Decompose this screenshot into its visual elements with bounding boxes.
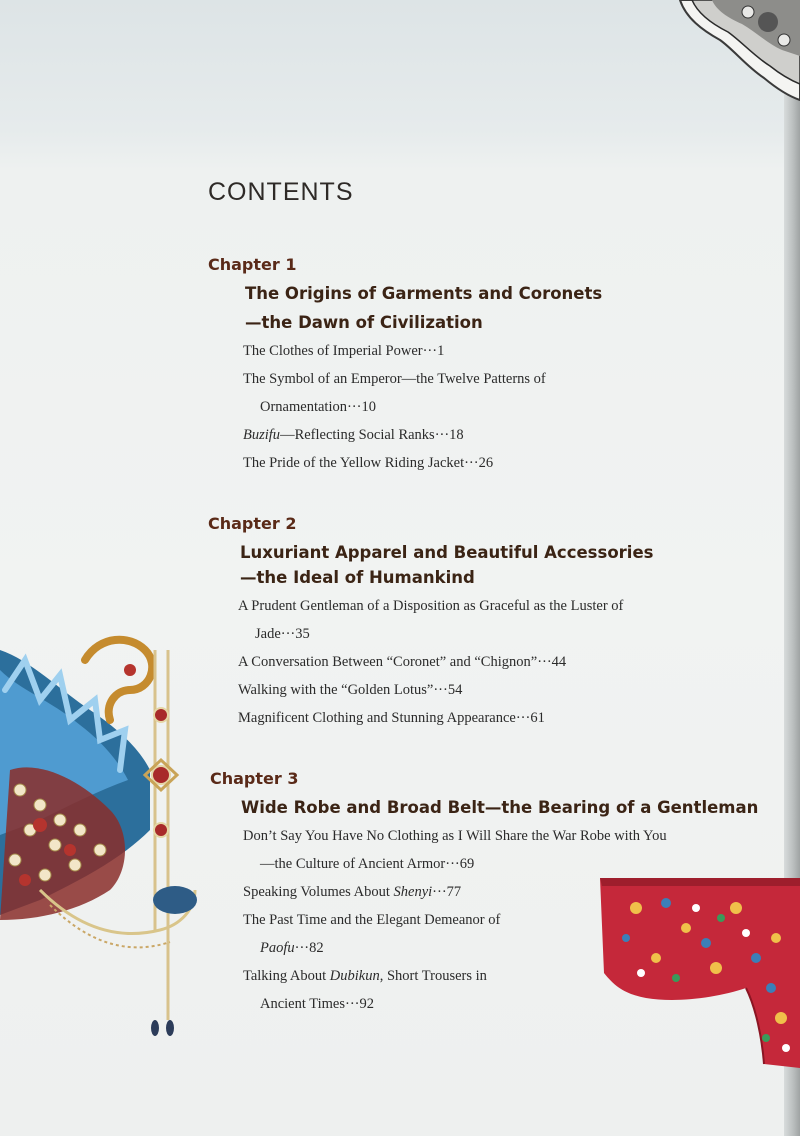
- phoenix-crown-illustration: [0, 630, 205, 1045]
- toc-entry[interactable]: A Prudent Gentleman of a Disposition as Graceful as the Luster of: [238, 598, 624, 614]
- chapter-2-title-line1[interactable]: Luxuriant Apparel and Beautiful Accessories: [240, 543, 654, 562]
- term-italic: Paofu: [260, 940, 295, 956]
- contents-heading: CONTENTS: [208, 178, 354, 206]
- chapter-2-label[interactable]: Chapter 2: [208, 514, 297, 533]
- toc-entry-text: , Short Trousers in: [379, 968, 487, 984]
- toc-entry[interactable]: Walking with the “Golden Lotus”···54: [238, 682, 463, 698]
- toc-entry[interactable]: The Pride of the Yellow Riding Jacket···26: [243, 455, 494, 471]
- chapter-1-label[interactable]: Chapter 1: [208, 255, 297, 274]
- toc-entry-text: Speaking Volumes About: [243, 884, 394, 900]
- toc-entry-page: ···77: [432, 884, 462, 900]
- toc-entry[interactable]: [243, 968, 487, 985]
- term-italic: Shenyi: [393, 884, 433, 900]
- term-italic: Dubikun: [329, 968, 380, 984]
- chapter-1-title-line2[interactable]: —the Dawn of Civilization: [245, 313, 483, 332]
- toc-entry-text: —Reflecting Social Ranks···18: [280, 427, 464, 443]
- toc-entry-continued[interactable]: Ornamentation···10: [260, 399, 376, 415]
- chapter-1-title-line1[interactable]: The Origins of Garments and Coronets: [245, 284, 603, 303]
- toc-entry[interactable]: The Clothes of Imperial Power···1: [243, 343, 445, 359]
- chapter-3-title[interactable]: Wide Robe and Broad Belt—the Bearing of a Gentleman: [241, 798, 759, 817]
- toc-entry-text: Talking About: [243, 968, 330, 984]
- toc-entry-continued[interactable]: Ancient Times···92: [260, 996, 374, 1012]
- toc-entry[interactable]: [243, 884, 461, 901]
- chapter-2-title-line2[interactable]: —the Ideal of Humankind: [240, 568, 475, 587]
- toc-entry-page: ···82: [294, 940, 324, 956]
- chapter-3-label[interactable]: Chapter 3: [210, 769, 299, 788]
- toc-entry-continued[interactable]: Jade···35: [255, 626, 310, 642]
- toc-entry[interactable]: The Symbol of an Emperor—the Twelve Patterns of: [243, 371, 546, 387]
- toc-entry[interactable]: The Past Time and the Elegant Demeanor of: [243, 912, 501, 928]
- embroidered-robe-illustration: [596, 878, 800, 1068]
- toc-entry[interactable]: A Conversation Between “Coronet” and “Chignon”···44: [238, 654, 567, 670]
- toc-entry[interactable]: Don’t Say You Have No Clothing as I Will Share the War Robe with You: [243, 828, 667, 844]
- toc-entry-continued[interactable]: —the Culture of Ancient Armor···69: [260, 856, 475, 872]
- toc-entry-continued[interactable]: [260, 940, 324, 957]
- toc-entry[interactable]: Magnificent Clothing and Stunning Appearance···61: [238, 710, 545, 726]
- toc-entry[interactable]: [243, 427, 464, 444]
- term-italic: Buzifu: [243, 427, 281, 443]
- ornament-corner-illustration: [672, 0, 800, 105]
